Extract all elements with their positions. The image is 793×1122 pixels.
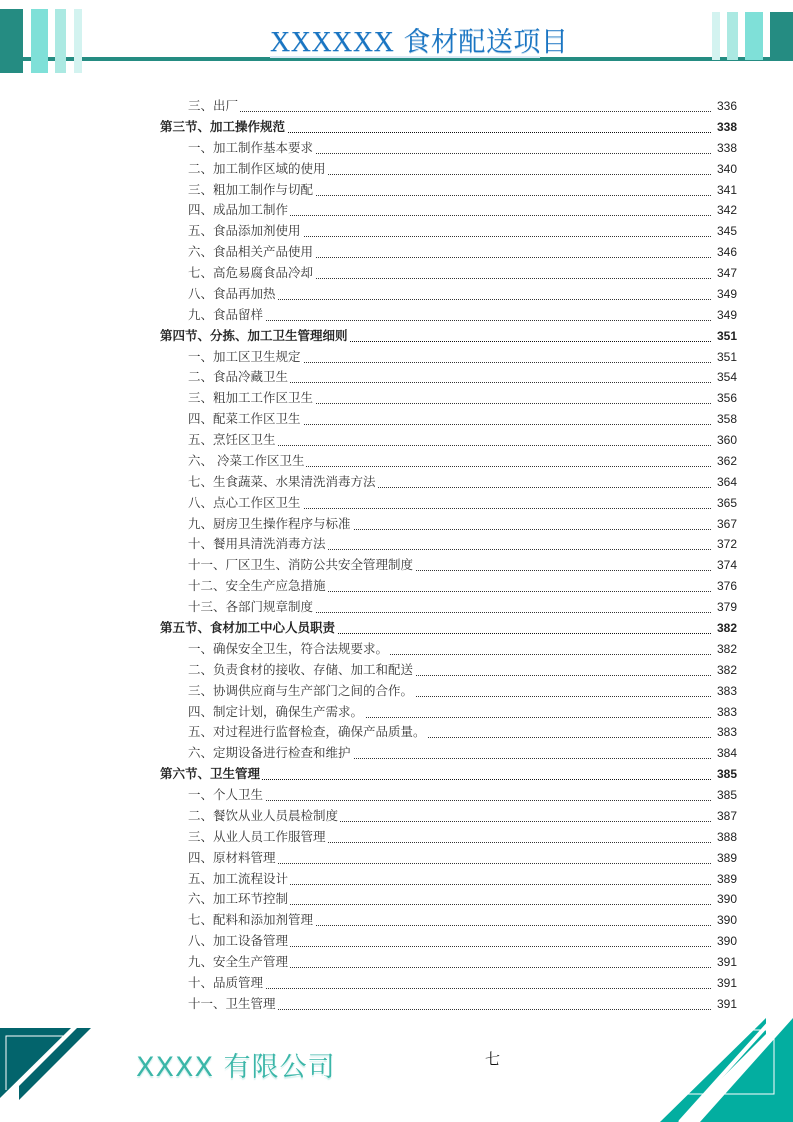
toc-entry-title: 七、配料和添加剂管理 bbox=[188, 912, 314, 928]
toc-entry[interactable] bbox=[0, 535, 793, 553]
toc-page-number: 349 bbox=[712, 285, 737, 303]
header-bar-left-2 bbox=[31, 9, 48, 73]
toc-page-number: 345 bbox=[712, 222, 737, 240]
toc-section-entry[interactable] bbox=[0, 765, 793, 783]
toc-entry[interactable] bbox=[0, 953, 793, 971]
toc-entry-title: 十、餐用具清洗消毒方法 bbox=[188, 536, 326, 552]
toc-page-number: 388 bbox=[712, 828, 737, 846]
title-latin: XXXXXX bbox=[270, 27, 395, 58]
toc-entry[interactable] bbox=[0, 139, 793, 157]
toc-entry-title: 三、粗加工工作区卫生 bbox=[188, 390, 314, 406]
toc-entry[interactable] bbox=[0, 431, 793, 449]
toc-entry[interactable] bbox=[0, 995, 793, 1013]
footer-left-triangle-icon bbox=[0, 1028, 95, 1108]
header-bar-right-3 bbox=[745, 12, 763, 60]
toc-entry-title: 十一、厂区卫生、消防公共安全管理制度 bbox=[188, 557, 414, 573]
header-bar-left-4 bbox=[74, 9, 82, 73]
toc-entry-title: 第六节、卫生管理 bbox=[160, 766, 261, 782]
toc-entry[interactable] bbox=[0, 661, 793, 679]
toc-page-number: 341 bbox=[712, 181, 737, 199]
toc-entry[interactable] bbox=[0, 682, 793, 700]
toc-entry-title: 五、对过程进行监督检查，确保产品质量。 bbox=[188, 724, 426, 740]
toc-page-number: 382 bbox=[712, 640, 737, 658]
toc-entry[interactable] bbox=[0, 807, 793, 825]
toc-page-number: 356 bbox=[712, 389, 737, 407]
toc-entry[interactable] bbox=[0, 452, 793, 470]
toc-page-number: 358 bbox=[712, 410, 737, 428]
header-bar-right-2 bbox=[727, 12, 738, 60]
toc-entry[interactable] bbox=[0, 786, 793, 804]
toc-page-number: 372 bbox=[712, 535, 737, 553]
toc-entry-title: 六、 冷菜工作区卫生 bbox=[188, 452, 305, 468]
toc-entry-title: 九、安全生产管理 bbox=[188, 954, 289, 970]
toc-page-number: 376 bbox=[712, 577, 737, 595]
toc-page-number: 389 bbox=[712, 849, 737, 867]
toc-page-number: 390 bbox=[712, 911, 737, 929]
toc-entry[interactable] bbox=[0, 911, 793, 929]
toc-entry[interactable] bbox=[0, 348, 793, 366]
toc-entry-title: 四、配菜工作区卫生 bbox=[188, 411, 301, 427]
toc-entry-title: 十一、卫生管理 bbox=[188, 995, 276, 1011]
toc-entry[interactable] bbox=[0, 598, 793, 616]
toc-page-number: 383 bbox=[712, 682, 737, 700]
toc-entry[interactable] bbox=[0, 828, 793, 846]
dot-leader bbox=[193, 93, 735, 112]
toc-entry[interactable] bbox=[0, 473, 793, 491]
toc-page-number: 364 bbox=[712, 473, 737, 491]
toc-entry-title: 第四节、分拣、加工卫生管理细则 bbox=[160, 327, 348, 343]
toc-entry[interactable] bbox=[0, 389, 793, 407]
toc-page-number: 351 bbox=[712, 348, 737, 366]
toc-entry-title: 六、加工环节控制 bbox=[188, 891, 289, 907]
toc-entry-title: 三、粗加工制作与切配 bbox=[188, 181, 314, 197]
toc-entry-title: 三、从业人员工作服管理 bbox=[188, 828, 326, 844]
toc-page-number: 374 bbox=[712, 556, 737, 574]
toc-entry[interactable] bbox=[0, 703, 793, 721]
toc-entry[interactable] bbox=[0, 974, 793, 992]
dot-leader bbox=[193, 302, 735, 321]
toc-entry[interactable] bbox=[0, 306, 793, 324]
toc-entry-title: 四、成品加工制作 bbox=[188, 202, 289, 218]
toc-entry[interactable] bbox=[0, 640, 793, 658]
toc-page-number: 349 bbox=[712, 306, 737, 324]
toc-page-number: 338 bbox=[712, 118, 737, 136]
toc-entry-title: 二、餐饮从业人员晨检制度 bbox=[188, 807, 339, 823]
toc-page-number: 338 bbox=[712, 139, 737, 157]
title-cn: 食材配送项目 bbox=[394, 27, 569, 58]
toc-entry-title: 七、生食蔬菜、水果清洗消毒方法 bbox=[188, 473, 376, 489]
toc-entry-title: 一、加工区卫生规定 bbox=[188, 348, 301, 364]
toc-entry-title: 三、出厂 bbox=[188, 98, 239, 113]
toc-entry-title: 九、食品留样 bbox=[188, 306, 264, 322]
toc-section-entry[interactable] bbox=[0, 118, 793, 136]
toc-page-number: 384 bbox=[712, 744, 737, 762]
toc-entry-title: 四、制定计划，确保生产需求。 bbox=[188, 703, 364, 719]
toc-entry-title: 第三节、加工操作规范 bbox=[160, 118, 286, 134]
toc-page-number: 351 bbox=[712, 327, 737, 345]
toc-page-number: 346 bbox=[712, 243, 737, 261]
toc-page-number: 379 bbox=[712, 598, 737, 616]
header-bar-left-3 bbox=[55, 9, 66, 73]
toc-page-number: 385 bbox=[712, 765, 737, 783]
toc-entry[interactable] bbox=[0, 870, 793, 888]
toc-page-number: 367 bbox=[712, 515, 737, 533]
toc-entry-title: 八、点心工作区卫生 bbox=[188, 494, 301, 510]
toc-page-number: 383 bbox=[712, 703, 737, 721]
toc-section-entry[interactable] bbox=[0, 327, 793, 345]
toc-entry-title: 八、加工设备管理 bbox=[188, 933, 289, 949]
toc-entry-title: 三、协调供应商与生产部门之间的合作。 bbox=[188, 682, 414, 698]
dot-leader bbox=[193, 970, 735, 989]
toc-page-number: 389 bbox=[712, 870, 737, 888]
toc-entry-title: 九、厨房卫生操作程序与标准 bbox=[188, 515, 351, 531]
toc-entry-title: 二、加工制作区域的使用 bbox=[188, 160, 326, 176]
toc-entry-title: 十三、各部门规章制度 bbox=[188, 599, 314, 615]
dot-leader bbox=[193, 782, 735, 801]
toc-entry-title: 五、烹饪区卫生 bbox=[188, 432, 276, 448]
toc-entry[interactable] bbox=[0, 494, 793, 512]
toc-entry[interactable] bbox=[0, 410, 793, 428]
toc-entry[interactable] bbox=[0, 932, 793, 950]
document-title bbox=[270, 20, 568, 59]
toc-page-number: 391 bbox=[712, 953, 737, 971]
toc-section-entry[interactable] bbox=[0, 619, 793, 637]
toc-page-number: 340 bbox=[712, 160, 737, 178]
toc-entry[interactable] bbox=[0, 890, 793, 908]
toc-entry[interactable] bbox=[0, 723, 793, 741]
toc-entry-title: 十、品质管理 bbox=[188, 974, 264, 990]
toc-entry[interactable] bbox=[0, 222, 793, 240]
toc-entry-title: 七、高危易腐食品冷却 bbox=[188, 265, 314, 281]
toc-page-number: 362 bbox=[712, 452, 737, 470]
toc-page-number: 391 bbox=[712, 995, 737, 1013]
toc-entry[interactable] bbox=[0, 243, 793, 261]
toc-page-number: 390 bbox=[712, 932, 737, 950]
toc-entry[interactable] bbox=[0, 201, 793, 219]
toc-entry[interactable] bbox=[0, 849, 793, 867]
toc-page-number: 387 bbox=[712, 807, 737, 825]
toc-entry-title: 一、个人卫生 bbox=[188, 787, 264, 803]
toc-entry[interactable] bbox=[0, 160, 793, 178]
toc-page-number: 354 bbox=[712, 368, 737, 386]
footer-right-triangle-icon bbox=[660, 1014, 793, 1122]
company-name: XXXX 有限公司 bbox=[136, 1052, 336, 1083]
toc-page-number: 347 bbox=[712, 264, 737, 282]
toc-page-number: 382 bbox=[712, 661, 737, 679]
page-number: 七 bbox=[485, 1050, 501, 1068]
toc-entry-title: 一、确保安全卫生，符合法规要求。 bbox=[188, 640, 389, 656]
toc-page-number: 390 bbox=[712, 890, 737, 908]
toc-page-number: 365 bbox=[712, 494, 737, 512]
toc-entry[interactable] bbox=[0, 744, 793, 762]
toc-page-number: 391 bbox=[712, 974, 737, 992]
toc-entry-title: 十二、安全生产应急措施 bbox=[188, 578, 326, 594]
toc-entry-title: 一、加工制作基本要求 bbox=[188, 139, 314, 155]
toc-page-number: 383 bbox=[712, 723, 737, 741]
toc-entry-title: 第五节、食材加工中心人员职责 bbox=[160, 620, 336, 635]
header-bar-right-4 bbox=[770, 12, 793, 61]
toc-entry-title: 五、加工流程设计 bbox=[188, 870, 289, 886]
toc-page-number: 342 bbox=[712, 201, 737, 219]
toc-entry[interactable] bbox=[0, 97, 793, 115]
toc-page-number: 360 bbox=[712, 431, 737, 449]
toc-entry[interactable] bbox=[0, 285, 793, 303]
toc-entry[interactable] bbox=[0, 181, 793, 199]
toc-entry[interactable] bbox=[0, 368, 793, 386]
toc-page-number: 336 bbox=[712, 97, 737, 115]
toc-entry[interactable] bbox=[0, 556, 793, 574]
toc-entry-title: 八、食品再加热 bbox=[188, 285, 276, 301]
toc-entry[interactable] bbox=[0, 264, 793, 282]
toc-page-number: 385 bbox=[712, 786, 737, 804]
toc-entry-title: 五、食品添加剂使用 bbox=[188, 223, 301, 239]
toc-entry[interactable] bbox=[0, 577, 793, 595]
toc-entry-title: 六、定期设备进行检查和维护 bbox=[188, 745, 351, 761]
toc-entry-title: 二、负责食材的接收、存储、加工和配送 bbox=[188, 661, 414, 677]
toc-entry-title: 六、食品相关产品使用 bbox=[188, 244, 314, 260]
header-bar-left-1 bbox=[0, 9, 23, 73]
header-bar-right-1 bbox=[712, 12, 720, 60]
toc-entry-title: 二、食品冷藏卫生 bbox=[188, 369, 289, 385]
toc-entry-title: 四、原材料管理 bbox=[188, 849, 276, 865]
toc-page-number: 382 bbox=[712, 619, 737, 637]
toc-entry[interactable] bbox=[0, 515, 793, 533]
